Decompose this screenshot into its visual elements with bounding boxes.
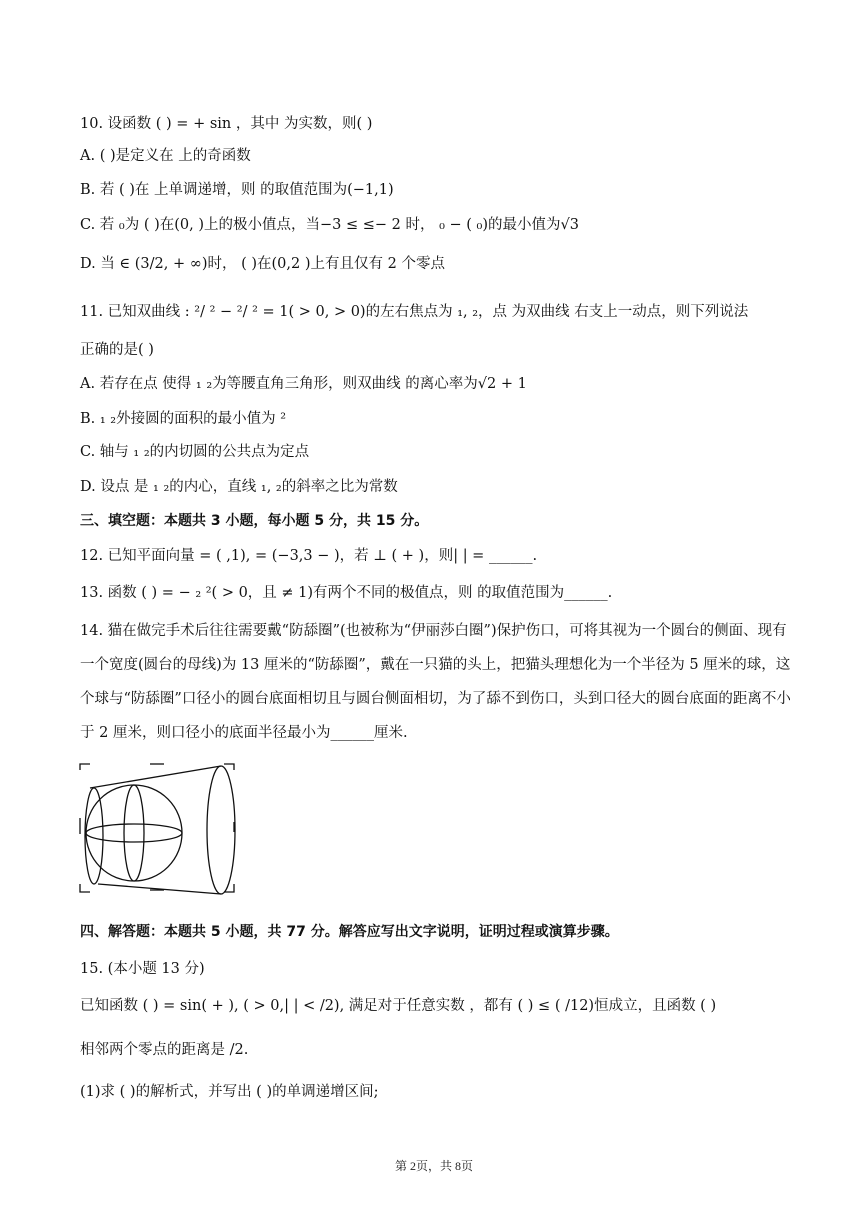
q10-option-c: C. 若 ₀为 ( )在(0, )上的极小值点，当−3 ≤ ≤− 2 时， ₀ − ( ₀)的最小值为√3: [80, 217, 579, 233]
q12-text: 12. 已知平面向量 = ( ,1), = (−3,3 − )，若 ⊥ ( + )，则| | = ______.: [80, 548, 538, 564]
q15-header: 15. (本小题 13 分): [80, 961, 205, 977]
q10-stem: 10. 设函数 ( ) = + sin ，其中 为实数，则( ): [80, 116, 373, 132]
q14-text: 14. 猫在做完手术后往往需要戴“防舔圈”(也被称为“伊丽莎白圈”)保护伤口，可将其视为一个圆台的侧面、现有一个宽度(圆台的母线)为 13 厘米的“防舔圈”，戴在一只猫的头上，把猫头理想化为一个半径为 5 厘米的球，这个球与“防舔圈”口径小的圆台底面相切且与圆台侧面相切，为了舔不到伤口，头到口径大的圆台底面的距离不小于 2 厘米，则口径小的底面半径最小为______厘米.: [80, 623, 791, 741]
q10-option-d: D. 当 ∈ (3/2, + ∞)时， ( )在(0,2 )上有且仅有 2 个零点: [80, 256, 445, 272]
q13-text: 13. 函数 ( ) = − ₂ ²( > 0，且 ≠ 1)有两个不同的极值点，则 的取值范围为______.: [80, 585, 613, 601]
q11-stem-line1: 11. 已知双曲线 : ²/ ² − ²/ ² = 1( > 0, > 0)的左右焦点为 ₁, ₂，点 为双曲线 右支上一动点，则下列说法: [80, 304, 749, 320]
q15-stem-line2: 相邻两个零点的距离是 /2.: [80, 1042, 249, 1058]
q10-option-b: B. 若 ( )在 上单调递增，则 的取值范围为(−1,1): [80, 182, 394, 198]
page-footer: 第 2页，共 8页: [394, 1159, 473, 1173]
q11-option-c: C. 轴与 ₁ ₂的内切圆的公共点为定点: [80, 444, 310, 460]
q15-stem-line1: 已知函数 ( ) = sin( + ), ( > 0,| | < /2), 满足对于任意实数 ，都有 ( ) ≤ ( /12)恒成立，且函数 ( ): [80, 998, 717, 1014]
q15-part1: (1)求 ( )的解析式，并写出 ( )的单调递增区间;: [80, 1084, 379, 1100]
q11-stem-line2: 正确的是( ): [80, 342, 154, 358]
q10-option-a: A. ( )是定义在 上的奇函数: [80, 148, 251, 164]
cone-collar-figure: [78, 760, 244, 898]
section-fill-in-heading: 三、填空题：本题共 3 小题，每小题 5 分，共 15 分。: [80, 513, 429, 529]
q11-option-a: A. 若存在点 使得 ₁ ₂为等腰直角三角形，则双曲线 的离心率为√2 + 1: [80, 376, 527, 392]
q11-option-d: D. 设点 是 ₁ ₂的内心，直线 ₁, ₂的斜率之比为常数: [80, 479, 398, 495]
section-answer-heading: 四、解答题：本题共 5 小题，共 77 分。解答应写出文字说明，证明过程或演算步骤。: [80, 924, 619, 940]
q11-option-b: B. ₁ ₂外接圆的面积的最小值为 ²: [80, 411, 287, 427]
